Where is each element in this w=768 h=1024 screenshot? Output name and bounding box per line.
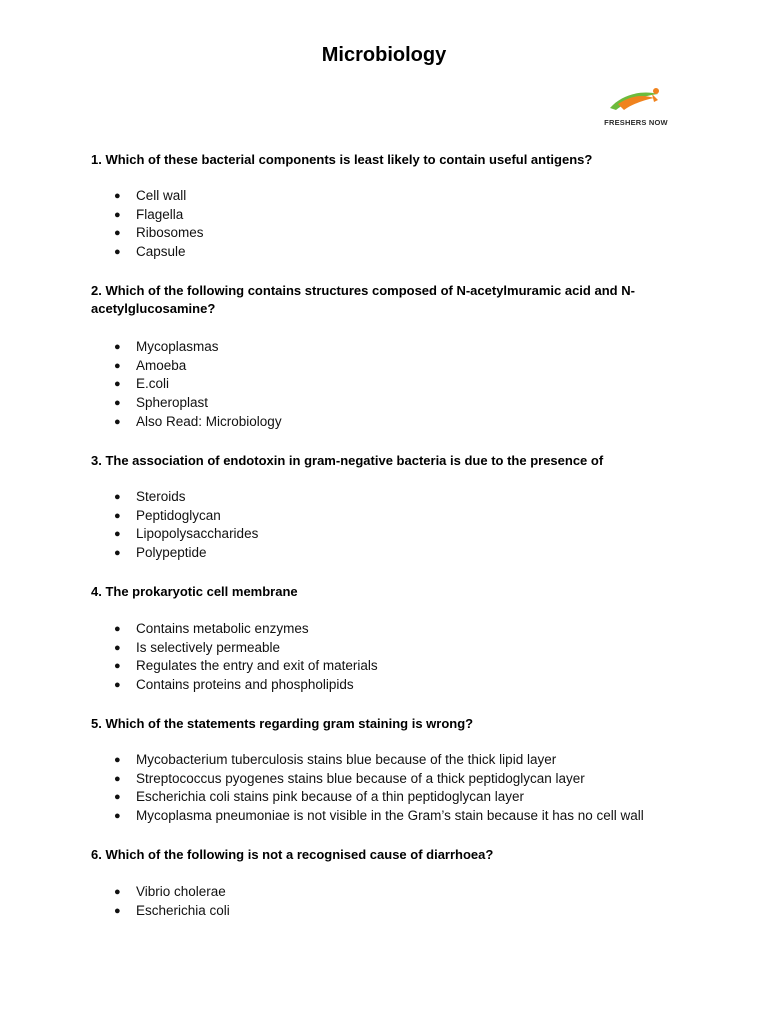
list-item [114,788,644,807]
option-text: E.coli [136,376,170,392]
bullet-icon: ● [114,660,121,673]
list-item [114,639,378,658]
bullet-icon: ● [114,190,121,202]
bullet-icon: ● [114,772,121,785]
option-text: Peptidoglycan [136,507,221,523]
option-text: Escherichia coli [136,902,230,918]
option-text: Contains metabolic enzymes [136,621,309,636]
question-2: 2. Which of the following contains structures composed of N-acetylmuramic acid and N-acetylglucosamine? [91,283,635,316]
list-item [114,224,204,243]
list-item [114,883,230,902]
question-3-options [114,488,258,563]
question-6: 6. Which of the following is not a recognised cause of diarrhoea? [91,847,494,862]
bullet-icon: ● [114,397,121,410]
bullet-icon: ● [114,491,121,503]
option-text: Is selectively permeable [136,639,281,655]
list-item [114,902,230,921]
option-text: Streptococcus pyogenes stains blue because of a thick peptidoglycan layer [136,770,585,786]
question-1-options [114,187,204,262]
list-item [114,243,204,262]
option-text: Mycoplasmas [136,339,219,354]
freshers-now-logo-icon [608,86,664,116]
option-text: Regulates the entry and exit of materials [136,658,378,674]
list-item [114,413,282,432]
bullet-icon: ● [114,810,121,823]
bullet-icon: ● [114,208,121,221]
list-item [114,488,258,507]
list-item [114,338,282,357]
option-text: Mycoplasma pneumoniae is not visible in the Gram’s stain because it has no cell wall [136,808,644,824]
option-text: Flagella [136,206,184,222]
list-item [114,620,378,639]
bullet-icon: ● [114,641,121,654]
option-text: Escherichia coli stains pink because of a thin peptidoglycan layer [136,789,524,805]
question-6-options [114,883,230,920]
bullet-icon: ● [114,754,121,766]
list-item [114,770,644,789]
option-text: Ribosomes [136,225,204,241]
page-title: Microbiology [321,44,447,66]
freshers-now-logo [596,86,676,136]
bullet-icon: ● [114,904,121,917]
list-item [114,807,644,826]
option-text: Lipopolysaccharides [136,526,259,542]
option-text: Cell wall [136,188,187,203]
bullet-icon: ● [114,886,121,898]
bullet-icon: ● [114,547,121,560]
question-4-options [114,620,378,695]
option-text: Also Read: Microbiology [136,413,282,429]
question-5: 5. Which of the statements regarding gram staining is wrong? [91,716,474,731]
option-text: Spheroplast [136,395,209,411]
bullet-icon: ● [114,415,121,428]
bullet-icon: ● [114,341,121,353]
list-item [114,657,378,676]
list-item [114,357,282,376]
list-item [114,676,378,695]
question-5-options [114,751,644,826]
list-item [114,187,204,206]
option-text: Amoeba [136,357,187,373]
question-3: 3. The association of endotoxin in gram-negative bacteria is due to the presence of [91,453,604,468]
bullet-icon: ● [114,509,121,522]
list-item [114,375,282,394]
bullet-icon: ● [114,623,121,635]
list-item [114,544,258,563]
bullet-icon: ● [114,378,121,391]
option-text: Mycobacterium tuberculosis stains blue because of the thick lipid layer [136,752,557,767]
bullet-icon: ● [114,679,121,692]
option-text: Vibrio cholerae [136,884,226,899]
list-item [114,507,258,526]
question-1: 1. Which of these bacterial components is least likely to contain useful antigens? [91,152,593,167]
question-2-options [114,338,282,431]
bullet-icon: ● [114,227,121,240]
list-item [114,394,282,413]
bullet-icon: ● [114,359,121,372]
option-text: Polypeptide [136,545,207,561]
bullet-icon: ● [114,528,121,541]
question-4: 4. The prokaryotic cell membrane [91,584,298,599]
option-text: Contains proteins and phospholipids [136,677,354,693]
list-item [114,525,258,544]
logo-text: FRESHERS NOW [604,118,668,127]
list-item [114,751,644,770]
bullet-icon: ● [114,791,121,804]
option-text: Steroids [136,489,186,504]
list-item [114,206,204,225]
option-text: Capsule [136,244,186,260]
bullet-icon: ● [114,246,121,259]
